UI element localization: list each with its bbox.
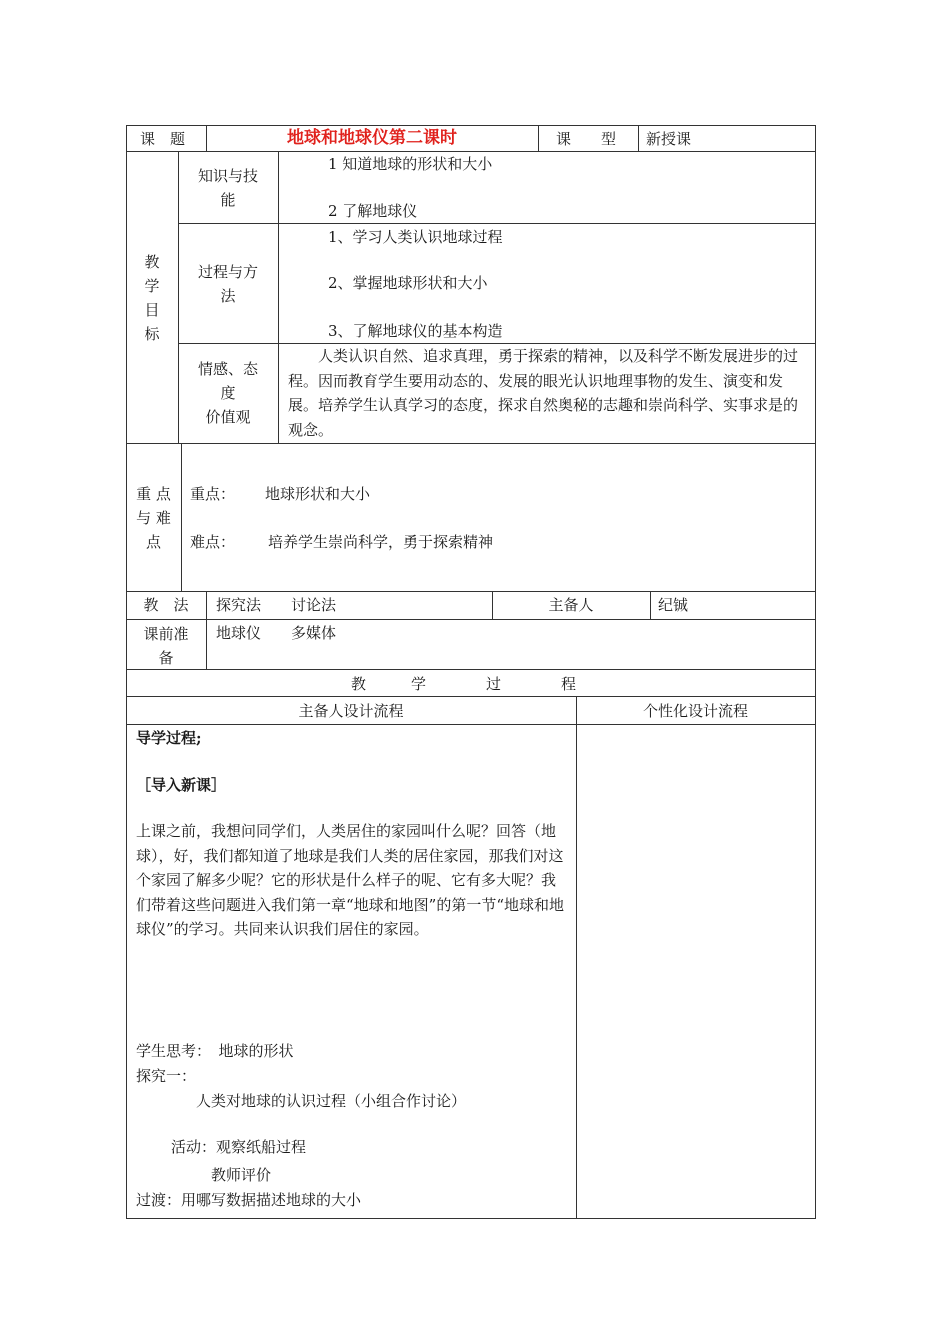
prep-label: 课前准 备 bbox=[143, 625, 189, 667]
col-line-objectives-2 bbox=[278, 151, 279, 443]
row-line-objectives bbox=[126, 443, 816, 444]
explore-item: 人类对地球的认识过程（小组合作讨论） bbox=[196, 1092, 467, 1110]
values-text: 人类认识自然、追求真理，勇于探索的精神，以及科学不断发展进步的过程。因而教育学生要用动态的、发展的眼光认识地理事物的发生、演变和发展。培养学生认真学习的态度，探求自然奥秘的志趣和崇尚科学、实事求是的观念。 bbox=[288, 347, 799, 439]
guide-heading: 导学过程; bbox=[136, 729, 202, 747]
col-line-method-1 bbox=[206, 591, 207, 669]
topic-label: 课 题 bbox=[140, 130, 186, 148]
process-heading: 教 学 过 程 bbox=[351, 675, 577, 693]
row-line-keypoints bbox=[126, 591, 816, 592]
think-line: 学生思考： 地球的形状 bbox=[136, 1042, 294, 1060]
row-line-heading bbox=[126, 696, 816, 697]
type-value: 新授课 bbox=[646, 130, 692, 148]
process-label: 过程与方 法 bbox=[197, 263, 258, 305]
knowledge-item-2: 2 了解地球仪 bbox=[328, 202, 418, 220]
transition-line: 过渡：用哪写数据描述地球的大小 bbox=[136, 1191, 362, 1209]
row-line-method bbox=[126, 619, 816, 620]
row-line-prep bbox=[126, 669, 816, 670]
key-point-value: 地球形状和大小 bbox=[265, 485, 371, 503]
values-label: 情感、态 度 价值观 bbox=[197, 360, 258, 426]
knowledge-label: 知识与技 能 bbox=[197, 167, 258, 209]
col-line-keypoints bbox=[181, 443, 182, 591]
column-right-heading: 个性化设计流程 bbox=[642, 702, 748, 720]
process-item-2: 2、掌握地球形状和大小 bbox=[328, 274, 488, 292]
type-label: 课 型 bbox=[556, 130, 617, 148]
explore-line: 探究一： bbox=[136, 1067, 197, 1085]
preparer-label: 主备人 bbox=[548, 596, 594, 614]
difficult-point-label: 难点： bbox=[190, 533, 236, 551]
activity-line: 活动：观察纸船过程 bbox=[171, 1138, 307, 1156]
intro-text: 上课之前，我想问同学们，人类居住的家园叫什么呢？回答（地球），好，我们都知道了地球是我们人类的居住家园，那我们对这个家园了解多少呢？它的形状是什么样子的呢、它有多大呢？我们带着这些问题进入我们第一章“地球和地图”的第一节“地球和地球仪”的学习。共同来认识我们居住的家园。 bbox=[136, 822, 565, 938]
table-border-top bbox=[126, 125, 816, 126]
col-line-method-3 bbox=[650, 591, 651, 619]
process-item-3: 3、了解地球仪的基本构造 bbox=[328, 322, 503, 340]
preparer-value: 纪铖 bbox=[658, 596, 689, 614]
keypoints-label: 重 点 与 难 点 bbox=[136, 485, 171, 551]
page-title: 地球和地球仪第二课时 bbox=[287, 128, 457, 148]
eval-line: 教师评价 bbox=[211, 1166, 272, 1184]
method-label: 教 法 bbox=[143, 596, 189, 614]
process-item-1: 1、学习人类认识地球过程 bbox=[328, 228, 503, 246]
objectives-label: 教 学 目 标 bbox=[144, 253, 160, 343]
table-border-right bbox=[815, 125, 816, 1219]
col-line-title-3 bbox=[638, 125, 639, 151]
col-line-flow bbox=[576, 696, 577, 1218]
row-line-columns bbox=[126, 724, 816, 725]
prep-value: 地球仪 多媒体 bbox=[216, 624, 337, 642]
knowledge-item-1: 1 知道地球的形状和大小 bbox=[328, 155, 493, 173]
intro-heading: ［导入新课］ bbox=[136, 776, 227, 794]
row-line-knowledge bbox=[178, 223, 816, 224]
col-line-title-2 bbox=[538, 125, 539, 151]
method-value: 探究法 讨论法 bbox=[216, 596, 337, 614]
table-border-bottom bbox=[126, 1218, 816, 1219]
difficult-point-value: 培养学生崇尚科学，勇于探索精神 bbox=[268, 533, 494, 551]
column-left-heading: 主备人设计流程 bbox=[298, 702, 404, 720]
row-line-title bbox=[126, 151, 816, 152]
key-point-label: 重点： bbox=[190, 485, 236, 503]
